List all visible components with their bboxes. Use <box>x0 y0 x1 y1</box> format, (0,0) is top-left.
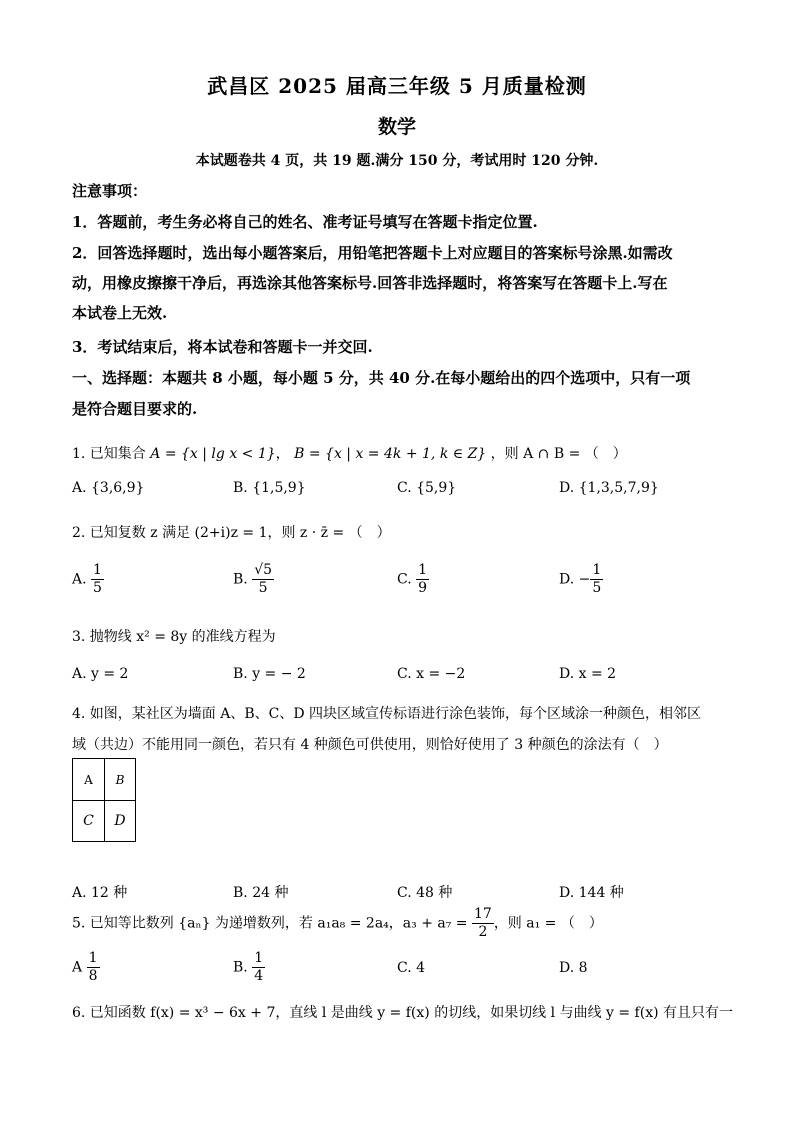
note-item: 1．答题前，考生务必将自己的姓名、准考证号填写在答题卡指定位置. <box>72 213 538 231</box>
q4-option-c[interactable]: C. 48 种 <box>397 885 453 901</box>
section-heading-cont: 是符合题目要求的. <box>72 400 198 418</box>
region-grid-figure <box>72 758 136 842</box>
question-4-stem: 4. 如图，某社区为墙面 A、B、C、D 四块区域宣传标语进行涂色装饰，每个区域涂一种颜色，相邻区 <box>72 706 702 722</box>
q3-option-d[interactable]: D. x = 2 <box>559 666 617 682</box>
q4-option-d[interactable]: D. 144 种 <box>559 885 624 901</box>
question-1-stem: 1. 已知集合 A = {x | lg x < 1}， B = {x | x = 4k + 1, k ∈ Z} ，则 A ∩ B = （ ） <box>72 446 627 462</box>
fraction: $\frac{1}{5}$ <box>592 562 602 596</box>
exam-info: 本试题卷共 4 页，共 19 题.满分 150 分，考试用时 120 分钟. <box>195 153 599 169</box>
q1-option-b[interactable]: B. {1,5,9} <box>233 480 306 496</box>
q2-option-a[interactable]: A. $\frac{1}{5}$ <box>72 562 102 596</box>
fraction: $\frac{1}{8}$ <box>88 950 98 984</box>
question-4-stem-cont: 域（共边）不能用同一颜色，若只有 4 种颜色可供使用，则恰好使用了 3 种颜色的涂法有（ ） <box>72 737 668 753</box>
set-b: B = {x | x = 4k + 1, k ∈ Z} <box>294 446 487 462</box>
note-item: 动，用橡皮擦擦干净后，再选涂其他答案标号.回答非选择题时，将答案写在答题卡上.写在 <box>72 274 668 292</box>
q4-option-b[interactable]: B. 24 种 <box>233 885 289 901</box>
region-b: B <box>104 759 136 801</box>
fraction: $\frac{1}{9}$ <box>418 562 428 596</box>
q5-option-b[interactable]: B. $\frac{1}{4}$ <box>233 950 264 984</box>
region-c: C <box>73 800 105 842</box>
question-3-stem: 3. 抛物线 x² = 8y 的准线方程为 <box>72 629 276 645</box>
fraction: $\frac{17}{2}$ <box>473 906 492 940</box>
notes-heading: 注意事项： <box>72 182 148 200</box>
note-item: 2．回答选择题时，选出每小题答案后，用铅笔把答题卡上对应题目的答案标号涂黑.如需改 <box>72 244 673 262</box>
region-a: A <box>73 759 105 801</box>
q4-option-a[interactable]: A. 12 种 <box>72 885 128 901</box>
q2-option-c[interactable]: C. $\frac{1}{9}$ <box>397 562 428 596</box>
q1-option-c[interactable]: C. {5,9} <box>397 480 457 496</box>
q5-option-d[interactable]: D. 8 <box>559 960 588 976</box>
exam-title: 武昌区 2025 届高三年级 5 月质量检测 <box>207 74 587 98</box>
q3-option-c[interactable]: C. x = −2 <box>397 666 466 682</box>
question-5-stem: 5. 已知等比数列 {aₙ} 为递增数列，若 a₁a₈ = 2a₄，a₃ + a₇ = $\frac{17}{2}$ ，则 a₁ = （ ） <box>72 906 603 940</box>
q1-option-d[interactable]: D. {1,3,5,7,9} <box>559 480 659 496</box>
exam-subject: 数学 <box>377 116 416 138</box>
q3-option-b[interactable]: B. y = − 2 <box>233 666 306 682</box>
q2-option-d[interactable]: D. − $\frac{1}{5}$ <box>559 562 602 596</box>
question-6-stem: 6. 已知函数 f(x) = x³ − 6x + 7，直线 l 是曲线 y = f(x) 的切线，如果切线 l 与曲线 y = f(x) 有且只有一 <box>72 1005 734 1021</box>
set-a: A = {x | lg x < 1} <box>150 446 276 462</box>
q2-option-b[interactable]: B. $\frac{√5}{5}$ <box>233 562 273 596</box>
q5-option-c[interactable]: C. 4 <box>397 960 426 976</box>
fraction: $\frac{1}{5}$ <box>93 562 102 596</box>
question-2-stem: 2. 已知复数 z 满足 (2+i)z = 1，则 z · z̄ = （ ） <box>72 525 391 541</box>
note-item: 本试卷上无效. <box>72 304 168 322</box>
region-d: D <box>114 813 126 829</box>
fraction: $\frac{1}{4}$ <box>254 950 264 984</box>
q1-option-a[interactable]: A. {3,6,9} <box>72 480 145 496</box>
section-heading: 一、选择题：本题共 8 小题，每小题 5 分，共 40 分.在每小题给出的四个选项中，只有一项 <box>72 369 691 387</box>
fraction: $\frac{√5}{5}$ <box>254 562 273 596</box>
q3-option-a[interactable]: A. y = 2 <box>72 666 129 682</box>
note-item: 3．考试结束后，将本试卷和答题卡一并交回. <box>72 338 373 356</box>
q5-option-a[interactable]: A $\frac{1}{8}$ <box>72 950 98 984</box>
